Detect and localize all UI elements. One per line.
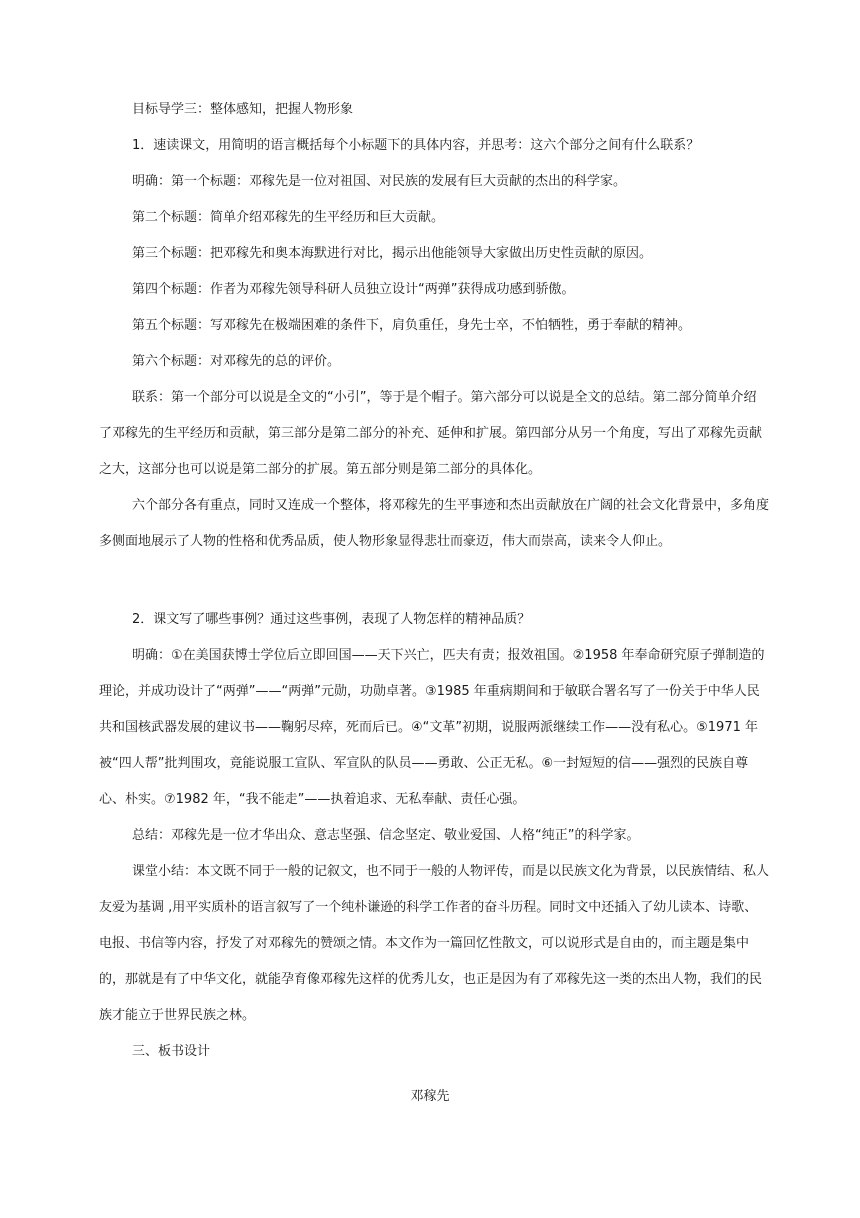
summary-paragraph: 六个部分各有重点，同时又连成一个整体，将邓稼先的生平事迹和杰出贡献放在广阔的社会文化背景中，多角度多侧面地展示了人物的性格和优秀品质，使人物形象显得悲壮而豪迈，伟大而崇高，读来令人仰止。 xyxy=(99,498,770,549)
question-2: 2．课文写了哪些事例？通过这些事例，表现了人物怎样的精神品质？ xyxy=(132,612,531,627)
connection-paragraph: 联系：第一个部分可以说是全文的“小引”，等于是个帽子。第六部分可以说是全文的总结。第二部分简单介绍了邓稼先的生平经历和贡献，第三部分是第二部分的补充、延伸和扩展。第四部分从另一个角度，写出了邓稼先贡献之大，这部分也可以说是第二部分的扩展。第五部分则是第二部分的具体化。 xyxy=(99,390,763,477)
conclusion-paragraph: 总结：邓稼先是一位才华出众、意志坚强、信念坚定、敬业爱国、人格“纯正”的科学家。 xyxy=(132,828,640,843)
answer-title-6: 第六个标题：对邓稼先的总的评价。 xyxy=(132,354,341,369)
answer-title-1: 明确：第一个标题：邓稼先是一位对祖国、对民族的发展有巨大贡献的杰出的科学家。 xyxy=(132,174,627,189)
examples-answer: 明确：①在美国获博士学位后立即回国——天下兴亡，匹夫有责；报效祖国。②1958 年奉命研究原子弹制造的理论，并成功设计了“两弹”——“两弹”元勋，功勋卓著。③1985 年重病期间和于敏联合署名写了一份关于中华人民共和国核武器发展的建议书——鞠躬尽瘁，死而后已。④“文革”初期，说服两派继续工作——没有私心。⑤1971 年被“四人帮”批判围攻，竟能说服工宣队、军宣队的队员——勇敢、公正无私。⑥一封短短的信——强烈的民族自尊心、朴实。⑦1982 年，“我不能走”——执着追求、无私奉献、责任心强。 xyxy=(99,648,765,807)
question-1: 1．速读课文，用简明的语言概括每个小标题下的具体内容，并思考：这六个部分之间有什么联系？ xyxy=(132,138,700,153)
answer-title-3: 第三个标题：把邓稼先和奥本海默进行对比，揭示出他能领导大家做出历史性贡献的原因。 xyxy=(132,246,653,261)
section-goal-three xyxy=(0,92,860,560)
answer-title-5: 第五个标题：写邓稼先在极端困难的条件下，肩负重任，身先士卒，不怕牺牲，勇于奉献的精神。 xyxy=(132,318,692,333)
class-summary: 课堂小结：本文既不同于一般的记叙文，也不同于一般的人物评传，而是以民族文化为背景，以民族情结、私人友爱为基调 ,用平实质朴的语言叙写了一个纯朴谦逊的科学工作者的奋斗历程。同时文中还插入了幼儿读本、诗歌、电报、书信等内容，抒发了对邓稼先的赞颂之情。本文作为一篇回忆性散文，可以说形式是自由的，而主题是集中的，那就是有了中华文化，就能孕育像邓稼先这样的优秀儿女，也正是因为有了邓稼先这一类的杰出人物，我们的民族才能立于世界民族之林。 xyxy=(99,864,770,1023)
answer-title-2: 第二个标题：简单介绍邓稼先的生平经历和巨大贡献。 xyxy=(132,210,445,225)
board-design-heading: 三、板书设计 xyxy=(132,1044,211,1059)
board-title: 邓稼先 xyxy=(410,1089,450,1104)
answer-title-4: 第四个标题：作者为邓稼先领导科研人员独立设计“两弹”获得成功感到骄傲。 xyxy=(132,282,575,297)
heading-goal-three: 目标导学三：整体感知，把握人物形象 xyxy=(132,102,354,117)
section-question-2 xyxy=(0,602,860,1070)
